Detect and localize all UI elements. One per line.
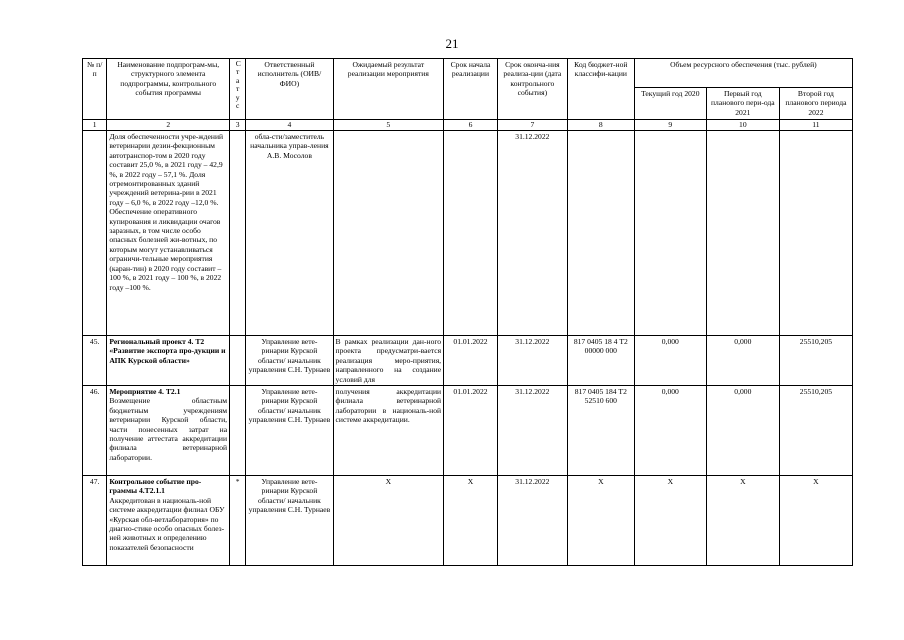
row-status	[230, 336, 246, 386]
row-start: 01.01.2022	[444, 386, 498, 476]
row-status: *	[230, 476, 246, 566]
row-name	[107, 476, 230, 566]
table-row	[83, 131, 853, 336]
row-executor: Управление вете-ринарии Курской области/ начальник управления С.Н. Турнаев	[246, 476, 333, 566]
row-name-text: Доля обеспеченности учре-ждений ветеринарии дезин-фекционным автотранспор-том в 2020 году составит 25,0 %, в 2021 году – 42,9 %, в 2022 году – 57,1 %. Доля отремонтированных зданий учреждений ветерина-рии в 2021 году – 6,0 %, в 2022 году –12,0 %. Обеспечение оперативного купирования и ликвидации очагов заразных, в том числе особо опасных болезней жи-вотных, по которым могут устанавливаться ограничи-тельные мероприятия (каран-тин) в 2020 году составит – 100 %, в 2021 году – 100 %, в 2022 году –100 %.	[109, 132, 224, 292]
row-2022: 25510,205	[779, 336, 852, 386]
header-executor: Ответственный исполнитель (ОИВ/ФИО)	[246, 59, 333, 120]
row-start: 01.01.2022	[444, 336, 498, 386]
row-2021: Х	[706, 476, 779, 566]
row-end: 31.12.2022	[497, 131, 567, 336]
row-result: Х	[333, 476, 444, 566]
header-start: Срок начала реализации	[444, 59, 498, 120]
header-end: Срок оконча-ния реализа-ции (дата контрольного события)	[497, 59, 567, 120]
column-numbers-row	[83, 120, 853, 131]
row-2022: Х	[779, 476, 852, 566]
header-status	[230, 59, 246, 120]
row-status	[230, 131, 246, 336]
row-end: 31.12.2022	[497, 336, 567, 386]
header-status-text: С т а т у с	[235, 59, 241, 111]
row-code	[567, 131, 634, 336]
column-number: 1	[83, 120, 107, 131]
program-table	[82, 58, 853, 566]
table-row	[83, 386, 853, 476]
column-number: 5	[333, 120, 444, 131]
row-name-bold: Региональный проект 4. Т2 «Развитие экспорта про-дукции и АПК Курской области»	[109, 337, 226, 365]
row-status	[230, 386, 246, 476]
row-end: 31.12.2022	[497, 386, 567, 476]
row-start: Х	[444, 476, 498, 566]
row-name	[107, 131, 230, 336]
column-number: 6	[444, 120, 498, 131]
column-number: 2	[107, 120, 230, 131]
row-end: 31.12.2022	[497, 476, 567, 566]
row-name-bold: Контрольное событие про-граммы 4.Т2.1.1	[109, 477, 202, 496]
column-number: 3	[230, 120, 246, 131]
row-2020	[634, 131, 706, 336]
column-number: 4	[246, 120, 333, 131]
table-row	[83, 336, 853, 386]
row-number	[83, 131, 107, 336]
row-name-text: Возмещение областным бюджетным учреждениям ветеринарии Курской области, части понесенных затрат на получение аттестата аккредитации филиала ветеринарной лаборатории.	[109, 396, 228, 462]
row-2020: 0,000	[634, 386, 706, 476]
row-2021: 0,000	[706, 336, 779, 386]
row-name-text: Аккредитован в националь-ной системе аккредитации филиал ОБУ «Курская обл-ветлаборатория» по диагно-стике особо опасных болез-ней животных и определению показателей безопасности	[109, 495, 225, 552]
row-code: 817 0405 184 Т2 52510 600	[567, 386, 634, 476]
row-2022	[779, 131, 852, 336]
row-name-bold: Мероприятие 4. Т2.1	[109, 387, 181, 397]
header-year-2020: Текущий год 2020	[634, 88, 706, 120]
row-result: В рамках реализации дан-ного проекта предусматри-вается реализация меро-приятия, направленного на создание условий для	[333, 336, 444, 386]
row-name	[107, 386, 230, 476]
row-code: Х	[567, 476, 634, 566]
header-row-1	[83, 59, 853, 88]
column-number: 10	[706, 120, 779, 131]
header-year-2021: Первый год планового пери-ода 2021	[706, 88, 779, 120]
header-code: Код бюджет-ной классифи-кации	[567, 59, 634, 120]
column-number: 9	[634, 120, 706, 131]
row-result	[333, 131, 444, 336]
column-number: 11	[779, 120, 852, 131]
row-code: 817 0405 18 4 Т2 00000 000	[567, 336, 634, 386]
row-number: 47.	[83, 476, 107, 566]
header-resources: Объем ресурсного обеспечения (тыс. рублей)	[634, 59, 852, 88]
row-executor: Управление вете-ринарии Курской области/ начальник управления С.Н. Турнаев	[246, 386, 333, 476]
page-number: 21	[445, 36, 459, 51]
table-row	[83, 476, 853, 566]
header-result: Ожидаемый результат реализации мероприятия	[333, 59, 444, 120]
row-executor: обла-сти/заместитель начальника управ-ления А.В. Мосолов	[246, 131, 333, 336]
header-name: Наименование подпрограм-мы, структурного элемента подпрограммы, контрольного события программы	[107, 59, 230, 120]
row-2021: 0,000	[706, 386, 779, 476]
header-year-2022: Второй год планового периода 2022	[779, 88, 852, 120]
row-2022: 25510,205	[779, 386, 852, 476]
column-number: 8	[567, 120, 634, 131]
column-number: 7	[497, 120, 567, 131]
row-executor: Управление вете-ринарии Курской области/ начальник управления С.Н. Турнаев	[246, 336, 333, 386]
row-number: 45.	[83, 336, 107, 386]
row-2020: Х	[634, 476, 706, 566]
row-2020: 0,000	[634, 336, 706, 386]
row-number: 46.	[83, 386, 107, 476]
row-2021	[706, 131, 779, 336]
header-no: № п/п	[83, 59, 107, 120]
row-start	[444, 131, 498, 336]
row-result: получения аккредитации филиала ветеринарной лаборатории в националь-ной системе аккредитации.	[333, 386, 444, 476]
row-name	[107, 336, 230, 386]
